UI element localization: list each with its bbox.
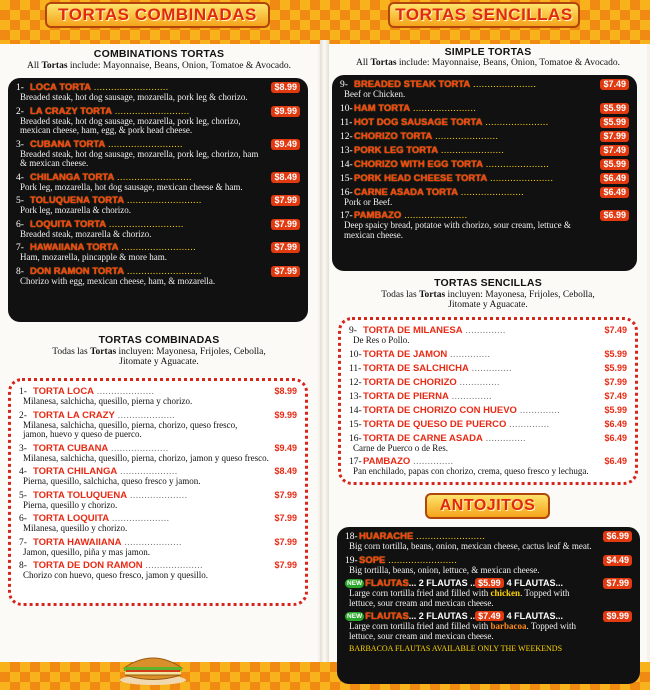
item-number: 7- xyxy=(19,537,27,548)
item-description: Milanesa, quesillo y chorizo. xyxy=(23,523,128,533)
item-number: 3- xyxy=(19,443,27,454)
item-price: $4.49 xyxy=(603,555,632,566)
item-number: 6- xyxy=(16,219,24,230)
item-description: Breaded steak, hot dog sausage, mozarella, pork leg, chorizo, xyxy=(20,115,241,126)
item-price: $6.49 xyxy=(600,187,629,198)
item-name: HOT DOG SAUSAGE TORTA xyxy=(354,116,483,128)
item-price: $9.49 xyxy=(271,139,300,150)
flautas-item-row[interactable] xyxy=(345,578,632,589)
combinations-item-row[interactable] xyxy=(16,195,300,206)
item-description: jamon, huevo y queso de puerco. xyxy=(23,429,142,439)
item-number: 5- xyxy=(19,490,27,501)
item-name: CARNE ASADA TORTA xyxy=(354,186,458,198)
combinations-item-row[interactable] xyxy=(16,106,300,117)
item-price: $7.49 xyxy=(600,79,629,90)
item-name: DON RAMON TORTA xyxy=(30,265,125,277)
item-price: $7.99 xyxy=(271,242,300,253)
two-flautas-price: $7.49 xyxy=(475,611,504,621)
combinations-item-row[interactable] xyxy=(16,172,300,183)
leader-dots: ...................... xyxy=(470,80,537,90)
item-number: 5- xyxy=(16,196,24,206)
simple-item-row[interactable] xyxy=(340,131,629,142)
item-number: 13- xyxy=(349,391,362,402)
leader-dots: .............. xyxy=(482,433,526,444)
flautas-list xyxy=(345,578,632,644)
item-number: 16- xyxy=(349,433,362,444)
leader-dots: .................... xyxy=(109,514,170,524)
tortas-sencillas-banner: TORTAS SENCILLAS xyxy=(388,2,580,28)
item-number: 14- xyxy=(349,405,362,416)
item-description: Pierna, quesillo y chorizo. xyxy=(23,499,118,510)
item-number: 15- xyxy=(340,173,353,184)
simple-item-row[interactable] xyxy=(340,79,629,90)
item-price: $5.99 xyxy=(600,103,629,114)
item-description: mexican cheese. xyxy=(344,229,403,240)
leader-dots: .......................... xyxy=(118,243,197,253)
spacer xyxy=(340,240,629,243)
simple-item-row[interactable] xyxy=(340,117,629,128)
simple-item-row[interactable] xyxy=(340,103,629,114)
item-price: $7.49 xyxy=(600,145,629,156)
item-price: $5.99 xyxy=(600,117,629,128)
item-description: lettuce, sour cream and mexican cheese. xyxy=(349,597,494,608)
item-description: Pork leg, mozarella, hot dog sausage, mexican cheese & ham. xyxy=(20,181,243,192)
item-price: $7.99 xyxy=(271,195,300,206)
item-number: 18- xyxy=(345,532,358,542)
tortas-combinadas-banner: TORTAS COMBINADAS xyxy=(45,2,270,28)
leader-dots: .......................... xyxy=(114,172,192,183)
item-description: Milanesa, salchicha, quesillo, pierna, chorizo, jamon y queso fresco. xyxy=(23,452,269,463)
desc-text: . Topped with xyxy=(526,621,576,631)
item-description: Pork leg, mozarella & chorizo. xyxy=(20,205,131,215)
item-number: 8- xyxy=(19,561,27,571)
sencillas-item-row[interactable] xyxy=(349,377,627,388)
combinadas-title: TORTAS COMBINADAS xyxy=(98,334,220,346)
barbacoa-note: BARBACOA FLAUTAS AVAILABLE ONLY THE WEEKENDS xyxy=(349,644,563,653)
item-price: $5.99 xyxy=(604,404,627,415)
item-price: $9.99 xyxy=(274,409,297,420)
sencillas-subtitle: Todas las Tortas incluyen: Mayonesa, Frijoles, Cebolla, Jitomate y Aguacate. xyxy=(381,290,595,310)
item-description: Pan enchilado, papas con chorizo, crema, queso fresco y lechuga. xyxy=(353,466,589,476)
item-name: TORTA CHILANGA xyxy=(33,466,118,477)
menu-fold xyxy=(320,40,329,662)
item-number: 1- xyxy=(19,387,27,397)
leader-dots: ...................... xyxy=(487,173,554,184)
combinations-menu-box xyxy=(8,78,308,322)
combinations-item-row[interactable] xyxy=(16,139,300,150)
item-name: TORTA CUBANA xyxy=(33,442,109,454)
item-name: HAWAIIANA TORTA xyxy=(30,242,119,253)
combinadas-item-row[interactable] xyxy=(19,513,297,524)
combinadas-item-row[interactable] xyxy=(19,410,297,421)
sencillas-item-row[interactable] xyxy=(349,433,627,444)
item-number: 19- xyxy=(345,555,358,566)
item-price: $6.49 xyxy=(604,418,627,429)
item-description: Jamon, quesillo, piña y mas jamon. xyxy=(23,546,150,557)
combinadas-item-row[interactable] xyxy=(19,537,297,548)
item-description: Carne de Puerco o de Res. xyxy=(353,442,448,453)
item-name: TORTA DE CHORIZO CON HUEVO xyxy=(363,404,517,416)
item-number: 9- xyxy=(340,80,348,90)
desc-text: Large corn tortilla fried and filled with xyxy=(349,621,491,631)
four-flautas-price: $7.99 xyxy=(603,578,632,589)
combinadas-list xyxy=(19,386,297,584)
item-name: HAM TORTA xyxy=(354,102,411,114)
item-number: 4- xyxy=(19,467,27,477)
item-name: PAMBAZO xyxy=(363,456,411,467)
item-description: mexican cheese, ham, egg, & pork head cheese. xyxy=(20,125,193,135)
item-number: 16- xyxy=(340,187,353,198)
item-name: TORTA TOLUQUENA xyxy=(33,489,128,501)
item-description: Breaded steak, hot dog sausage, mozarella, pork leg & chorizo. xyxy=(20,92,248,102)
item-description: & mexican cheese. xyxy=(20,158,89,168)
antojitos-menu-box xyxy=(337,527,640,684)
flautas-item-row[interactable] xyxy=(345,611,632,622)
sencillas-item-row[interactable] xyxy=(349,456,627,467)
four-flautas-price: $9.99 xyxy=(603,611,632,622)
item-price: $6.99 xyxy=(603,531,632,542)
leader-dots: .............. xyxy=(448,391,492,402)
item-name: TOLUQUENA TORTA xyxy=(30,195,125,206)
sencillas-item-row[interactable] xyxy=(349,363,627,374)
leader-dots: .............. xyxy=(410,457,454,467)
item-price: $6.49 xyxy=(604,456,627,466)
sencillas-item-row[interactable] xyxy=(349,391,627,402)
item-number: 13- xyxy=(340,145,353,156)
combinadas-menu-box xyxy=(8,378,308,606)
item-number: 9- xyxy=(349,326,357,336)
combinations-subtitle: All Tortas include: Mayonnaise, Beans, Onion, Tomatoe & Avocado. xyxy=(26,61,292,71)
item-description: Chorizo with egg, mexican cheese, ham, & mozarella. xyxy=(20,275,216,286)
item-price: $5.99 xyxy=(604,362,627,373)
simple-item-row[interactable] xyxy=(340,210,629,221)
item-number: 6- xyxy=(19,514,27,524)
leader-dots: .............. xyxy=(462,326,506,336)
leader-dots: .................... xyxy=(127,490,188,501)
leader-dots: .......................... xyxy=(124,196,202,206)
leader-dots: .............. xyxy=(447,349,491,360)
leader-dots: .................... xyxy=(117,467,178,477)
item-name: SOPE xyxy=(359,554,386,566)
leader-dots: ...................... xyxy=(482,159,550,170)
item-price: $6.49 xyxy=(600,173,629,184)
spacer xyxy=(349,477,627,480)
item-price: $8.49 xyxy=(271,172,300,183)
item-number: 7- xyxy=(16,243,24,253)
leader-dots: .......................... xyxy=(91,83,169,93)
item-number: 8- xyxy=(16,266,24,277)
leader-dots: .......................... xyxy=(111,106,190,117)
leader-dots: .............. xyxy=(516,405,561,416)
simple-menu-box xyxy=(332,75,637,271)
item-price: $5.99 xyxy=(600,159,629,170)
item-name: PORK HEAD CHEESE TORTA xyxy=(354,172,488,184)
leader-dots: .......................... xyxy=(105,139,183,150)
two-flautas-label: ... 2 FLAUTAS .. xyxy=(408,611,476,621)
item-name: TORTA DE CARNE ASADA xyxy=(363,432,483,444)
sencillas-list xyxy=(349,325,627,480)
combinations-title: COMBINATIONS TORTAS xyxy=(93,48,225,60)
combinations-list xyxy=(16,82,300,289)
item-name: CUBANA TORTA xyxy=(30,138,106,150)
item-number: 17- xyxy=(349,457,362,467)
item-name: PORK LEG TORTA xyxy=(354,144,439,156)
simple-item-row[interactable] xyxy=(340,145,629,156)
spacer xyxy=(19,581,297,584)
item-name: HUARACHE xyxy=(359,531,414,542)
item-name: TORTA LOCA xyxy=(33,386,95,397)
simple-item-row[interactable] xyxy=(340,173,629,184)
antojitos-item-row[interactable] xyxy=(345,531,632,542)
combinadas-item-row[interactable] xyxy=(19,386,297,397)
leader-dots: ...................... xyxy=(457,187,525,198)
item-number: 11- xyxy=(349,363,362,374)
item-name: CHORIZO TORTA xyxy=(354,130,433,142)
four-flautas-label: 4 FLAUTAS... xyxy=(506,578,564,588)
item-price: $7.99 xyxy=(271,219,300,230)
item-price: $7.49 xyxy=(604,325,627,335)
item-name: PAMBAZO xyxy=(354,210,402,221)
item-name: TORTA HAWAIIANA xyxy=(33,536,122,548)
item-price: $7.99 xyxy=(274,513,297,523)
item-price: $7.99 xyxy=(274,489,297,500)
filling-highlight: chicken xyxy=(490,588,521,598)
leader-dots: .............. xyxy=(506,419,550,430)
leader-dots: ........................ xyxy=(385,555,458,566)
item-price: $9.99 xyxy=(271,106,300,117)
item-description: Big tortilla, beans, onion, lettuce, & mexican cheese. xyxy=(349,564,540,575)
item-name: FLAUTAS xyxy=(365,611,409,622)
item-name: BREADED STEAK TORTA xyxy=(354,79,471,90)
item-number: 10- xyxy=(349,349,362,360)
new-badge-icon: NEW xyxy=(347,580,363,588)
item-price: $8.49 xyxy=(274,466,297,476)
item-description: Breaded steak, hot dog sausage, mozarella, pork leg, chorizo, ham xyxy=(20,148,259,159)
item-number: 2- xyxy=(16,106,24,117)
desc-text: . Topped with xyxy=(520,588,570,598)
item-price: $7.99 xyxy=(600,131,629,142)
desc-text: Large corn tortilla fried and filled with xyxy=(349,588,491,598)
simple-list xyxy=(340,79,629,243)
combinations-item-row[interactable] xyxy=(16,219,300,230)
item-description: Big corn tortilla, beans, onion, mexican cheese, cactus leaf & meat. xyxy=(349,541,592,551)
sencillas-title: TORTAS SENCILLAS xyxy=(434,277,542,289)
item-number: 10- xyxy=(340,103,353,114)
item-description: Milanesa, salchicha, quesillo, pierna y chorizo. xyxy=(23,396,193,406)
item-price: $5.99 xyxy=(604,348,627,359)
item-name: TORTA DE JAMON xyxy=(363,348,448,360)
new-badge-icon: NEW xyxy=(347,613,363,621)
item-number: 11- xyxy=(340,117,353,128)
leader-dots: .............. xyxy=(456,377,500,388)
four-flautas-label: 4 FLAUTAS... xyxy=(506,611,564,621)
combinadas-subtitle: Todas las Tortas incluyen: Mayonesa, Frijoles, Cebolla, Jitomate y Aguacate. xyxy=(52,347,266,367)
combinadas-item-row[interactable] xyxy=(19,560,297,571)
item-number: 12- xyxy=(349,377,362,388)
item-description: Milanesa, salchicha, quesillo, pierna, chorizo, queso fresco, xyxy=(23,419,238,430)
antojitos-banner: ANTOJITOS xyxy=(425,493,550,519)
item-number: 2- xyxy=(19,410,27,421)
filling-highlight: barbacoa xyxy=(490,621,527,631)
leader-dots: .................... xyxy=(108,443,169,454)
leader-dots: .................... xyxy=(121,537,182,548)
leader-dots: ...................... xyxy=(482,117,549,128)
leader-dots: ...................... xyxy=(410,103,477,114)
item-description: lettuce, sour cream and mexican cheese. xyxy=(349,630,494,641)
item-name: FLAUTAS xyxy=(365,578,409,589)
item-price: $7.99 xyxy=(271,266,300,277)
leader-dots: ...................... xyxy=(438,145,505,156)
leader-dots: .................... xyxy=(142,561,203,571)
leader-dots: .............. xyxy=(468,363,513,374)
item-price: $6.99 xyxy=(600,210,629,221)
item-name: CHORIZO WITH EGG TORTA xyxy=(354,158,483,170)
item-price: $9.49 xyxy=(274,442,297,453)
simple-title: SIMPLE TORTAS xyxy=(444,46,532,58)
item-name: LOCA TORTA xyxy=(30,82,92,93)
item-price: $7.99 xyxy=(274,536,297,547)
combinations-item-row[interactable] xyxy=(16,82,300,93)
item-description: Breaded steak, mozarella & chorizo. xyxy=(20,228,152,239)
combinadas-item-row[interactable] xyxy=(19,466,297,477)
item-description: Pierna, quesillo, salchicha, queso fresco y jamon. xyxy=(23,476,201,486)
item-name: LOQUITA TORTA xyxy=(30,218,107,230)
sencillas-menu-box xyxy=(338,317,638,485)
item-description: Chorizo con huevo, queso fresco, jamon y quesillo. xyxy=(23,570,208,580)
item-number: 1- xyxy=(16,83,24,93)
item-price: $7.99 xyxy=(604,376,627,387)
item-number: 15- xyxy=(349,419,362,430)
spacer xyxy=(16,286,300,289)
leader-dots: .................... xyxy=(94,387,155,397)
item-number: 12- xyxy=(340,131,353,142)
sencillas-item-row[interactable] xyxy=(349,419,627,430)
item-name: TORTA DE QUESO DE PUERCO xyxy=(363,418,507,430)
leader-dots: ...................... xyxy=(432,131,499,142)
combinadas-item-row[interactable] xyxy=(19,443,297,454)
item-name: CHILANGA TORTA xyxy=(30,171,115,183)
sandwich-icon xyxy=(118,646,188,686)
item-number: 4- xyxy=(16,172,24,183)
leader-dots: .......................... xyxy=(106,219,184,230)
leader-dots: ...................... xyxy=(401,211,468,221)
combinations-item-row[interactable] xyxy=(16,242,300,253)
item-name: TORTA DE SALCHICHA xyxy=(363,362,469,374)
item-price: $6.49 xyxy=(604,432,627,443)
leader-dots: .......................... xyxy=(124,266,202,277)
antojitos-item-row[interactable] xyxy=(345,555,632,566)
item-name: TORTA DE DON RAMON xyxy=(33,560,143,571)
item-price: $7.49 xyxy=(604,390,627,401)
item-name: TORTA DE PIERNA xyxy=(363,390,449,402)
item-price: $7.99 xyxy=(274,560,297,570)
combinadas-item-row[interactable] xyxy=(19,490,297,501)
two-flautas-label: ... 2 FLAUTAS .. xyxy=(408,578,476,588)
item-description: De Res o Pollo. xyxy=(353,335,410,345)
item-number: 17- xyxy=(340,211,353,221)
item-name: TORTA DE CHORIZO xyxy=(363,376,457,388)
leader-dots: ........................ xyxy=(413,532,486,542)
leader-dots: .................... xyxy=(114,410,176,421)
sencillas-item-row[interactable] xyxy=(349,405,627,416)
item-number: 3- xyxy=(16,139,24,150)
item-name: LA CRAZY TORTA xyxy=(30,105,112,117)
item-number: 14- xyxy=(340,159,353,170)
sencillas-item-row[interactable] xyxy=(349,349,627,360)
item-description: Deep spaicy bread, potatoe with chorizo, sour cream, lettuce & xyxy=(344,220,571,230)
simple-item-row[interactable] xyxy=(340,159,629,170)
item-description: Beef or Chicken. xyxy=(344,89,406,99)
item-name: TORTA LA CRAZY xyxy=(33,409,115,421)
simple-subtitle: All Tortas include: Mayonnaise, Beans, Onion, Tomatoe & Avocado. xyxy=(355,58,621,68)
two-flautas-price: $5.99 xyxy=(475,578,504,588)
sencillas-item-row[interactable] xyxy=(349,325,627,336)
item-description: Pork or Beef. xyxy=(344,196,393,207)
item-name: TORTA LOQUITA xyxy=(33,513,110,524)
item-price: $8.99 xyxy=(274,386,297,396)
antojitos-list xyxy=(345,531,632,578)
item-name: TORTA DE MILANESA xyxy=(363,325,463,336)
simple-item-row[interactable] xyxy=(340,187,629,198)
item-price: $8.99 xyxy=(271,82,300,93)
item-description: Ham, mozarella, pincapple & more ham. xyxy=(20,252,167,262)
combinations-item-row[interactable] xyxy=(16,266,300,277)
